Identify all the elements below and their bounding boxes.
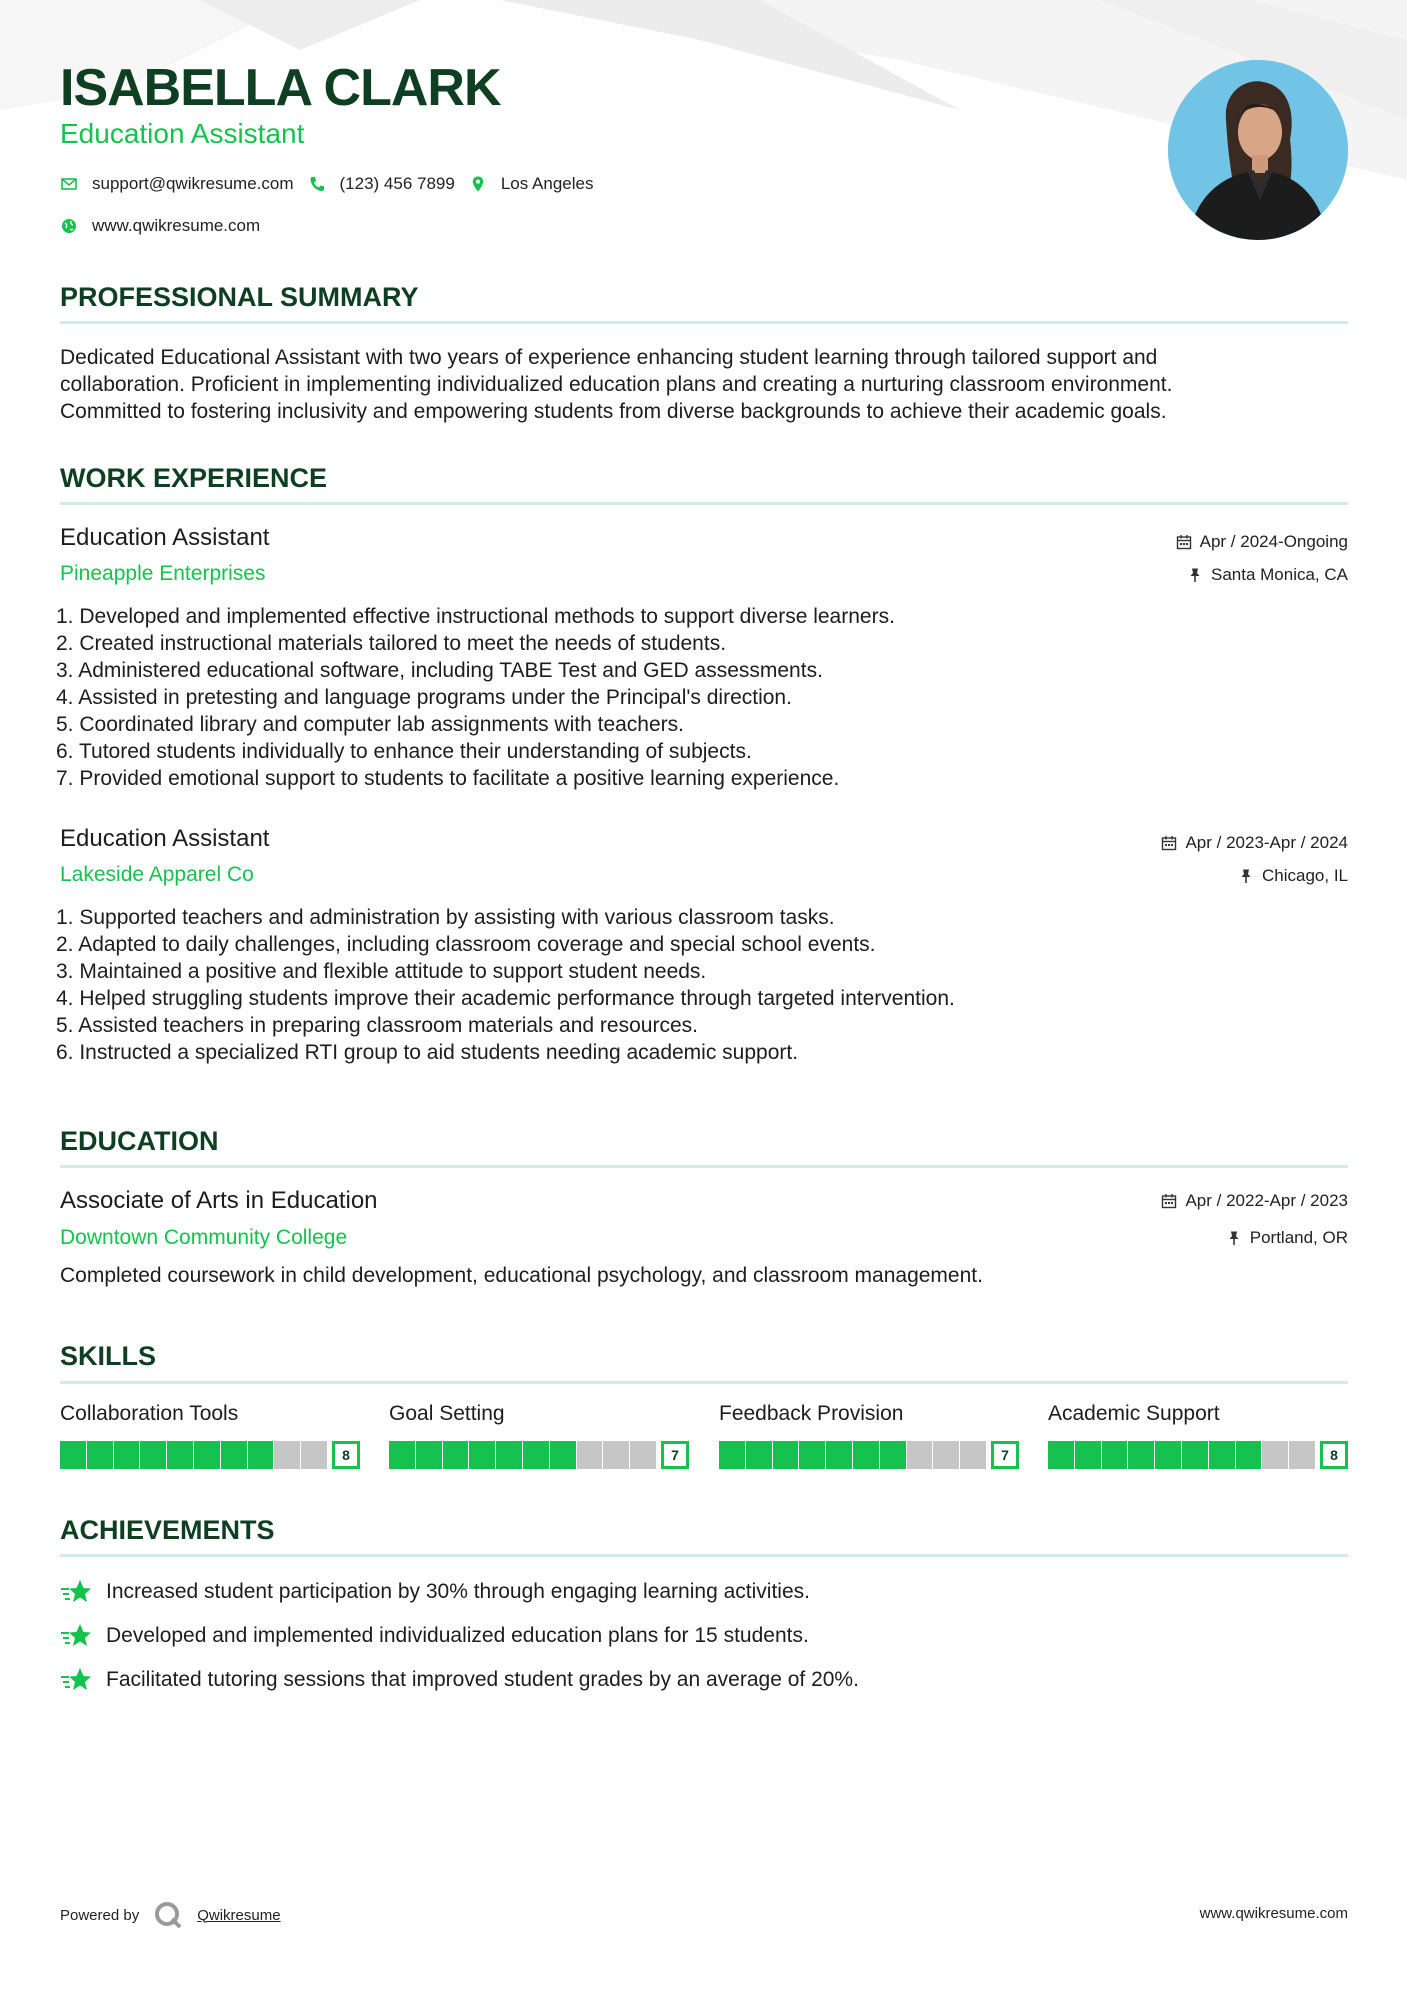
company-name: Pineapple Enterprises (60, 562, 266, 585)
list-item: 2. Created instructional materials tailored to meet the needs of students. (56, 632, 727, 655)
footer-powered-by (60, 1900, 281, 1930)
list-item: 6. Instructed a specialized RTI group to aid students needing academic support. (56, 1041, 799, 1064)
skill-segment (1236, 1441, 1262, 1469)
skill-segment (523, 1441, 549, 1469)
achievement-item (60, 1666, 859, 1694)
contact-row (60, 174, 593, 194)
star-icon (60, 1622, 92, 1650)
skill-segment (1128, 1441, 1154, 1469)
location-text: Santa Monica, CA (1210, 565, 1348, 584)
skill-segment (301, 1441, 327, 1469)
skill-name: Feedback Provision (719, 1402, 904, 1425)
location-text: Los Angeles (500, 174, 594, 193)
section-divider (60, 1165, 1348, 1168)
job-title: Education Assistant (60, 524, 270, 551)
job-bullets (56, 603, 1346, 792)
skill-segment (274, 1441, 300, 1469)
skill-segment (496, 1441, 522, 1469)
section-divider (60, 1381, 1348, 1384)
section-divider (60, 321, 1348, 324)
skill-segment (248, 1441, 274, 1469)
star-icon (60, 1578, 92, 1606)
pushpin-icon (1238, 868, 1254, 884)
date-range: Apr / 2023-Apr / 2024 (1185, 833, 1348, 852)
skill-segment (719, 1441, 745, 1469)
achievement-text: Developed and implemented individualized education plans for 15 students. (106, 1624, 809, 1647)
skill-level-bar (60, 1441, 360, 1469)
website-row (60, 216, 260, 236)
skill-segment (826, 1441, 852, 1469)
list-item: 7. Provided emotional support to students to facilitate a positive learning experience. (56, 767, 840, 790)
skill-segment (1182, 1441, 1208, 1469)
company-name: Lakeside Apparel Co (60, 863, 254, 886)
globe-icon (60, 217, 78, 235)
skill-segment (1209, 1441, 1235, 1469)
location-text: Portland, OR (1249, 1228, 1348, 1247)
footer-website[interactable]: www.qwikresume.com (1199, 1905, 1348, 1922)
skill-item (60, 1402, 238, 1426)
skill-item (719, 1402, 903, 1426)
skill-item (389, 1402, 505, 1426)
skill-segment (416, 1441, 442, 1469)
skill-level-bar (719, 1441, 1019, 1469)
pushpin-icon (1226, 1230, 1242, 1246)
section-heading-skills: SKILLS (60, 1341, 157, 1371)
section-divider (60, 1554, 1348, 1557)
skill-segment (907, 1441, 933, 1469)
skill-level-value: 8 (332, 1441, 360, 1469)
degree-title: Associate of Arts in Education (60, 1187, 378, 1214)
section-heading-experience: WORK EXPERIENCE (60, 463, 328, 493)
calendar-icon (1176, 534, 1192, 550)
phone-number[interactable]: (123) 456 7899 (339, 174, 455, 193)
skill-level-value: 8 (1320, 1441, 1348, 1469)
skill-segment (221, 1441, 247, 1469)
list-item: 4. Assisted in pretesting and language programs under the Principal's direction. (56, 686, 792, 709)
summary-text (60, 344, 1350, 425)
skill-segment (1289, 1441, 1315, 1469)
list-item: 3. Maintained a positive and flexible attitude to support student needs. (56, 960, 707, 983)
education-dates (1161, 1191, 1348, 1211)
skill-level-value: 7 (661, 1441, 689, 1469)
skill-segment (577, 1441, 603, 1469)
achievement-text: Increased student participation by 30% through engaging learning activities. (106, 1580, 810, 1603)
skill-level-bar (1048, 1441, 1348, 1469)
job-dates (1176, 532, 1348, 552)
phone-icon (308, 175, 326, 193)
date-range: Apr / 2022-Apr / 2023 (1185, 1191, 1348, 1210)
skill-segment (1048, 1441, 1074, 1469)
avatar (1168, 60, 1348, 240)
email-link[interactable]: support@qwikresume.com (92, 174, 294, 193)
skill-name: Academic Support (1048, 1402, 1220, 1425)
qwikresume-link[interactable]: Qwikresume (197, 1906, 281, 1924)
skill-segment (1262, 1441, 1288, 1469)
skill-segment (933, 1441, 959, 1469)
skill-name: Goal Setting (389, 1402, 505, 1425)
skill-segment (799, 1441, 825, 1469)
skill-level-value: 7 (991, 1441, 1019, 1469)
email-icon (60, 175, 78, 193)
list-item: 5. Coordinated library and computer lab assignments with teachers. (56, 713, 684, 736)
achievement-item (60, 1622, 809, 1650)
skill-segment (746, 1441, 772, 1469)
qwikresume-logo-icon (153, 1900, 183, 1930)
list-item: 4. Helped struggling students improve their academic performance through targeted intervention. (56, 987, 955, 1010)
skill-segment (140, 1441, 166, 1469)
star-icon (60, 1666, 92, 1694)
summary-line: Dedicated Educational Assistant with two years of experience enhancing student learning through tailored support and (60, 346, 1158, 369)
list-item: 2. Adapted to daily challenges, including classroom coverage and special school events. (56, 933, 876, 956)
section-heading-achievements: ACHIEVEMENTS (60, 1515, 275, 1545)
section-heading-education: EDUCATION (60, 1126, 219, 1156)
skill-segment (773, 1441, 799, 1469)
list-item: 3. Administered educational software, including TABE Test and GED assessments. (56, 659, 823, 682)
skill-segment (960, 1441, 986, 1469)
skill-segment (469, 1441, 495, 1469)
education-description: Completed coursework in child development, educational psychology, and classroom management. (60, 1264, 983, 1287)
list-item: 5. Assisted teachers in preparing classroom materials and resources. (56, 1014, 698, 1037)
website-link[interactable]: www.qwikresume.com (92, 216, 261, 235)
skill-item (1048, 1402, 1220, 1426)
job-title: Education Assistant (60, 825, 270, 852)
school-name: Downtown Community College (60, 1226, 348, 1249)
skill-segment (114, 1441, 140, 1469)
candidate-title: Education Assistant (60, 118, 305, 149)
skill-segment (194, 1441, 220, 1469)
skill-segment (630, 1441, 656, 1469)
skill-segment (1155, 1441, 1181, 1469)
summary-line: collaboration. Proficient in implementing individualized education plans and creating a nurturing classroom environment. (60, 373, 1173, 396)
date-range: Apr / 2024-Ongoing (1199, 532, 1348, 551)
powered-by-label: Powered by (60, 1906, 140, 1924)
job-location (1187, 565, 1348, 585)
achievement-item (60, 1578, 810, 1606)
skill-level-bar (389, 1441, 689, 1469)
section-heading-summary: PROFESSIONAL SUMMARY (60, 282, 419, 312)
skill-segment (87, 1441, 113, 1469)
section-divider (60, 502, 1348, 505)
calendar-icon (1161, 1193, 1177, 1209)
location-pin-icon (469, 175, 487, 193)
job-location (1238, 866, 1348, 886)
skill-name: Collaboration Tools (60, 1402, 239, 1425)
candidate-name: ISABELLA CLARK (60, 59, 501, 117)
calendar-icon (1161, 835, 1177, 851)
skill-segment (167, 1441, 193, 1469)
skill-segment (443, 1441, 469, 1469)
summary-line: Committed to fostering inclusivity and empowering students from diverse backgrounds to achieve their academic goals. (60, 400, 1167, 423)
skill-segment (1075, 1441, 1101, 1469)
skill-segment (603, 1441, 629, 1469)
skill-segment (853, 1441, 879, 1469)
skill-segment (1102, 1441, 1128, 1469)
skill-segment (389, 1441, 415, 1469)
job-bullets (56, 904, 1346, 1066)
job-dates (1161, 833, 1348, 853)
skill-segment (550, 1441, 576, 1469)
location-text: Chicago, IL (1262, 866, 1348, 885)
education-location (1226, 1228, 1348, 1248)
list-item: 1. Developed and implemented effective instructional methods to support diverse learners. (56, 605, 895, 628)
pushpin-icon (1187, 567, 1203, 583)
achievement-text: Facilitated tutoring sessions that improved student grades by an average of 20%. (106, 1668, 859, 1691)
skill-segment (880, 1441, 906, 1469)
list-item: 6. Tutored students individually to enhance their understanding of subjects. (56, 740, 752, 763)
skill-segment (60, 1441, 86, 1469)
list-item: 1. Supported teachers and administration by assisting with various classroom tasks. (56, 906, 835, 929)
